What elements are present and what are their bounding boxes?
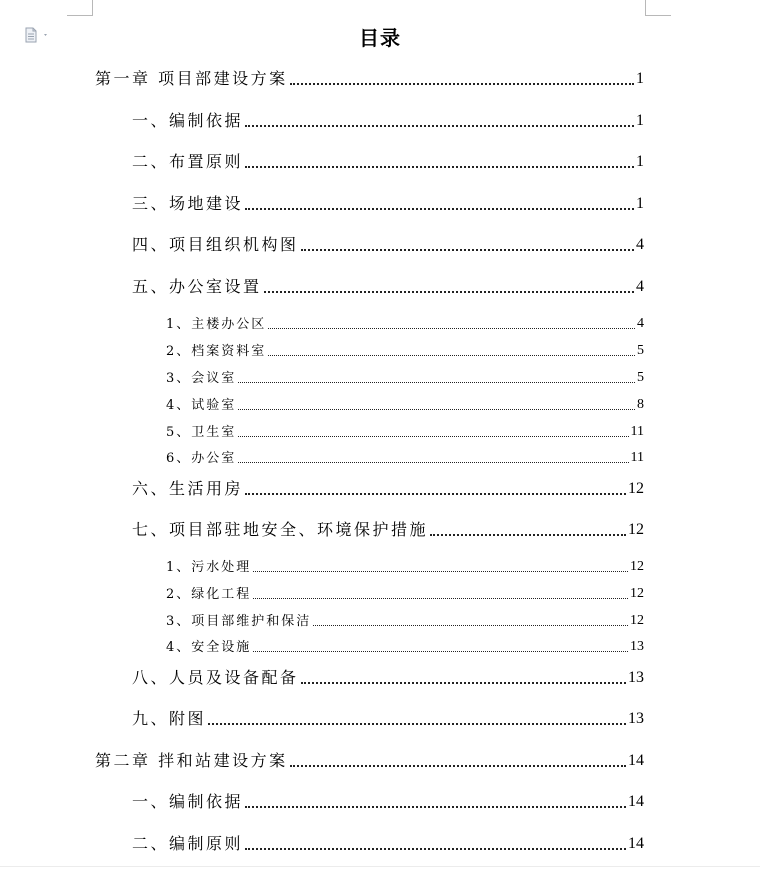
toc-dot-leader <box>253 651 628 652</box>
toc-page-number: 1 <box>636 153 644 170</box>
toc-page-number: 4 <box>636 278 644 295</box>
toc-entry-label: 二、编制原则 <box>132 834 244 853</box>
toc-page-number: 14 <box>628 793 644 810</box>
toc-dot-leader <box>290 83 634 85</box>
toc-dot-leader <box>208 723 626 725</box>
toc-entry[interactable] <box>166 392 644 414</box>
toc-page-number: 5 <box>637 370 644 385</box>
toc-entry[interactable] <box>132 790 644 812</box>
toc-entry[interactable] <box>166 554 644 576</box>
toc-page-number: 8 <box>637 397 644 412</box>
toc-entry[interactable] <box>132 150 644 172</box>
toc-page-number: 12 <box>630 559 644 574</box>
toc-entry[interactable] <box>166 419 644 441</box>
toc-entry-label: 五、办公室设置 <box>132 277 262 296</box>
toc-entry[interactable] <box>166 634 644 656</box>
toc-dot-leader <box>430 534 626 536</box>
toc-page-number: 14 <box>628 835 644 852</box>
toc-page-number: 13 <box>628 669 644 686</box>
toc-entry[interactable] <box>166 338 644 360</box>
toc-entry-label: 1、主楼办公区 <box>166 317 267 332</box>
toc-entry-label: 5、卫生室 <box>166 425 237 440</box>
toc-entry-label: 六、生活用房 <box>132 479 244 498</box>
toc-entry[interactable] <box>166 311 644 333</box>
toc-page-number: 13 <box>630 639 644 654</box>
toc-page-number: 11 <box>630 450 644 465</box>
toc-entry-label: 四、项目组织机构图 <box>132 235 299 254</box>
toc-entry-label: 八、人员及设备配备 <box>132 668 299 687</box>
toc-dot-leader <box>301 249 634 251</box>
toc-entry-label: 3、项目部维护和保洁 <box>166 614 312 629</box>
toc-dot-leader <box>313 625 628 626</box>
toc-entry[interactable] <box>95 67 644 89</box>
toc-dot-leader <box>264 291 634 293</box>
toc-entry[interactable] <box>132 233 644 255</box>
toc-entry-label: 6、办公室 <box>166 451 237 466</box>
toc-dot-leader <box>290 765 626 767</box>
toc-entry-label: 第二章 拌和站建设方案 <box>95 751 288 770</box>
toc-entry-label: 三、场地建设 <box>132 194 244 213</box>
toc-page-number: 12 <box>630 613 644 628</box>
toc-entry[interactable] <box>132 518 644 540</box>
toc-entry-label: 九、附图 <box>132 709 207 728</box>
page-corner-mark-left <box>67 0 93 16</box>
toc-entry[interactable] <box>166 581 644 603</box>
toc-dot-leader <box>268 328 635 329</box>
toc-page-number: 4 <box>636 236 644 253</box>
toc-dot-leader <box>245 166 634 168</box>
toc-entry-label: 2、档案资料室 <box>166 344 267 359</box>
toc-entry-label: 1、污水处理 <box>166 560 252 575</box>
toc-page-number: 5 <box>637 343 644 358</box>
toc-page-number: 4 <box>637 316 644 331</box>
toc-dot-leader <box>253 598 628 599</box>
toc-dot-leader <box>238 382 635 383</box>
toc-dot-leader <box>245 806 626 808</box>
toc-dot-leader <box>268 355 635 356</box>
page-corner-mark-right <box>645 0 671 16</box>
toc-dot-leader <box>238 409 635 410</box>
toc-dot-leader <box>245 208 634 210</box>
toc-page-number: 1 <box>636 112 644 129</box>
toc-page-number: 11 <box>630 424 644 439</box>
toc-page-number: 12 <box>628 521 644 538</box>
toc-entry[interactable] <box>166 365 644 387</box>
page-title: 目录 <box>359 26 401 50</box>
toc-page-number: 1 <box>636 70 644 87</box>
toc-page-number: 12 <box>630 586 644 601</box>
toc-entry-label: 一、编制依据 <box>132 792 244 811</box>
page-bottom-edge <box>0 866 760 867</box>
toc-entry-label: 3、会议室 <box>166 371 237 386</box>
toc-entry[interactable] <box>132 192 644 214</box>
toc-entry[interactable] <box>95 749 644 771</box>
toc-entry-label: 2、绿化工程 <box>166 587 252 602</box>
toc-dot-leader <box>238 436 628 437</box>
toc-dot-leader <box>253 571 628 572</box>
toc-page-number: 12 <box>628 480 644 497</box>
toc-entry[interactable] <box>132 707 644 729</box>
toc-entry-label: 七、项目部驻地安全、环境保护措施 <box>132 520 429 539</box>
toc-entry-label: 一、编制依据 <box>132 111 244 130</box>
toc-entry[interactable] <box>132 832 644 854</box>
toc-page-number: 14 <box>628 752 644 769</box>
toc-entry[interactable] <box>132 109 644 131</box>
toc-entry[interactable] <box>166 608 644 630</box>
toc-dot-leader <box>245 493 626 495</box>
toc-page-number: 13 <box>628 710 644 727</box>
toc-entry[interactable] <box>132 275 644 297</box>
toc-dot-leader <box>238 462 628 463</box>
toc-entry-label: 第一章 项目部建设方案 <box>95 69 288 88</box>
toc-entry-label: 4、试验室 <box>166 398 237 413</box>
toc-page-number: 1 <box>636 195 644 212</box>
toc-entry-label: 4、安全设施 <box>166 640 252 655</box>
toc-entry-label: 二、布置原则 <box>132 152 244 171</box>
toc-entry[interactable] <box>132 666 644 688</box>
toc-dot-leader <box>301 682 626 684</box>
toc-dot-leader <box>245 125 634 127</box>
toc-entry[interactable] <box>132 477 644 499</box>
toc-dot-leader <box>245 848 626 850</box>
toc-entry[interactable] <box>166 445 644 467</box>
